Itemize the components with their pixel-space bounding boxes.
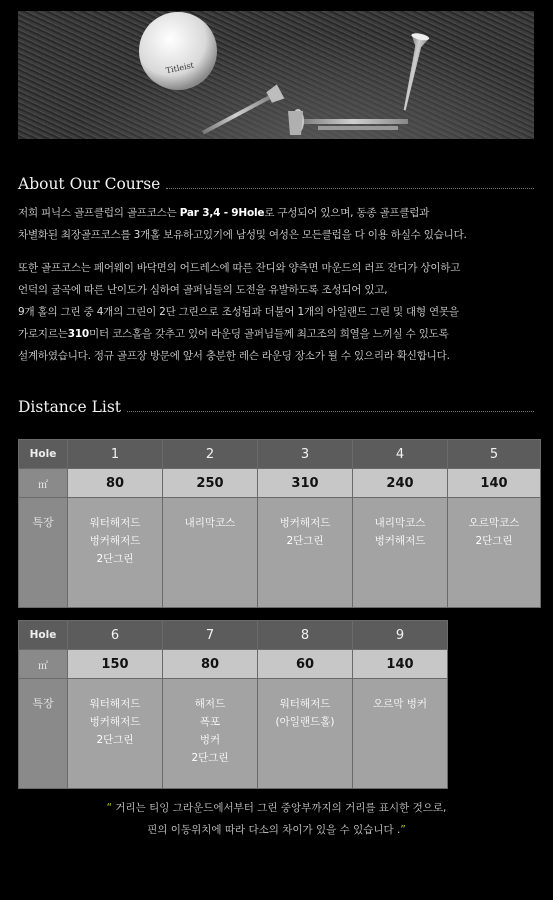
note-text-2: 핀의 이동위치에 따라 다소의 차이가 있을 수 있습니다 . <box>147 824 401 836</box>
hole-number: 9 <box>353 621 448 650</box>
paragraph-text: 저희 피닉스 골프클럽의 골프코스는 <box>18 207 180 219</box>
golf-ball <box>139 12 217 90</box>
table-row <box>19 679 541 789</box>
hole-number: 3 <box>258 440 353 469</box>
upright-tee <box>396 32 430 112</box>
table-row <box>19 469 541 498</box>
hole-feature: 내리막코스 벙커해저드 <box>353 498 448 608</box>
empty-cell <box>448 621 541 650</box>
row-label: 특장 <box>19 498 68 608</box>
hero-golf-image <box>18 11 534 139</box>
open-quote: “ <box>106 802 113 814</box>
about-paragraph-1 <box>18 202 538 246</box>
hole-area: 240 <box>353 469 448 498</box>
paragraph-text: 로 구성되어 있으며, 동종 골프클럽과 <box>264 207 430 219</box>
row-label: 특장 <box>19 679 68 789</box>
paragraph-text: 미터 코스홀을 갖추고 있어 라운딩 골퍼님들께 최고조의 희열을 느끼실 수 있도록 <box>89 328 449 340</box>
paragraph-text: 가로지르는 <box>18 328 68 340</box>
paragraph-text: 설계하였습니다. 정규 골프장 방문에 앞서 충분한 레슨 라운딩 장소가 될 수 있으리라 확신합니다. <box>18 350 450 362</box>
hole-feature: 워터해저드 벙커해저드 2단그린 <box>68 679 163 789</box>
distance-note <box>0 797 553 841</box>
hole-area: 150 <box>68 650 163 679</box>
distance-title: Distance List <box>18 398 122 416</box>
about-title: About Our Course <box>18 175 161 193</box>
about-paragraph-2 <box>18 257 538 367</box>
paragraph-line <box>18 301 538 323</box>
hole-number: 6 <box>68 621 163 650</box>
row-label: ㎡ <box>19 469 68 498</box>
table-row <box>19 498 541 608</box>
note-line-2 <box>0 819 553 841</box>
empty-cell <box>448 679 541 789</box>
hole-feature: 워터해저드 벙커해저드 2단그린 <box>68 498 163 608</box>
hole-number: 4 <box>353 440 448 469</box>
hole-area: 250 <box>163 469 258 498</box>
hole-area: 60 <box>258 650 353 679</box>
ball-brand-text: Titleist <box>165 60 195 76</box>
hole-area: 310 <box>258 469 353 498</box>
hole-area: 140 <box>353 650 448 679</box>
lying-tee-2 <box>288 109 408 135</box>
paragraph-text: 또한 골프코스는 페어웨이 바닥면의 어드레스에 따른 잔디와 양측면 마운드의 러프 잔디가 상이하고 <box>18 262 461 274</box>
paragraph-text: 차별화된 최장골프코스를 3개홀 보유하고있기에 남성및 여성은 모든클럽을 다 이용 하실수 있습니다. <box>18 229 467 241</box>
paragraph-line <box>18 202 538 224</box>
hole-feature: 오르막 벙커 <box>353 679 448 789</box>
row-label: Hole <box>19 621 68 650</box>
row-label: ㎡ <box>19 650 68 679</box>
distance-table-2 <box>18 620 541 789</box>
hole-area: 80 <box>163 650 258 679</box>
empty-cell <box>448 650 541 679</box>
paragraph-line <box>18 224 538 246</box>
golf-ball-and-tees-illustration <box>18 11 534 139</box>
paragraph-line <box>18 257 538 279</box>
hole-feature: 내리막코스 <box>163 498 258 608</box>
paragraph-line <box>18 345 538 367</box>
close-quote: ” <box>400 824 406 836</box>
hole-number: 2 <box>163 440 258 469</box>
table-row <box>19 621 541 650</box>
hole-feature: 오르막코스 2단그린 <box>448 498 541 608</box>
highlight-text: Par 3,4 - 9Hole <box>179 207 265 219</box>
lying-tee-3 <box>318 126 398 130</box>
paragraph-line <box>18 323 538 345</box>
distance-section-header <box>18 394 534 416</box>
title-divider <box>127 411 534 412</box>
hole-number: 5 <box>448 440 541 469</box>
highlight-text: 310 <box>67 328 90 340</box>
row-label: Hole <box>19 440 68 469</box>
paragraph-line <box>18 279 538 301</box>
table-row <box>19 440 541 469</box>
about-section-header <box>18 171 534 193</box>
hole-feature: 벙커해저드 2단그린 <box>258 498 353 608</box>
hole-number: 8 <box>258 621 353 650</box>
note-text-1: 거리는 티잉 그라운드에서부터 그린 중앙부까지의 거리를 표시한 것으로, <box>112 802 447 814</box>
hole-number: 7 <box>163 621 258 650</box>
hole-area: 80 <box>68 469 163 498</box>
lying-tee <box>199 84 284 139</box>
paragraph-text: 9개 홀의 그린 중 4개의 그린이 2단 그린으로 조성됨과 더불어 1개의 아일랜드 그린 및 대형 연못을 <box>18 306 459 318</box>
distance-table-1 <box>18 439 541 608</box>
hole-feature: 워터해저드 (아일랜드홀) <box>258 679 353 789</box>
hole-feature: 해저드 폭포 벙커 2단그린 <box>163 679 258 789</box>
hole-number: 1 <box>68 440 163 469</box>
title-divider <box>166 188 534 189</box>
table-row <box>19 650 541 679</box>
hole-area: 140 <box>448 469 541 498</box>
note-line-1 <box>0 797 553 819</box>
paragraph-text: 언덕의 굴곡에 따른 난이도가 심하여 골퍼님들의 도전을 유발하도록 조성되어 있고, <box>18 284 388 296</box>
